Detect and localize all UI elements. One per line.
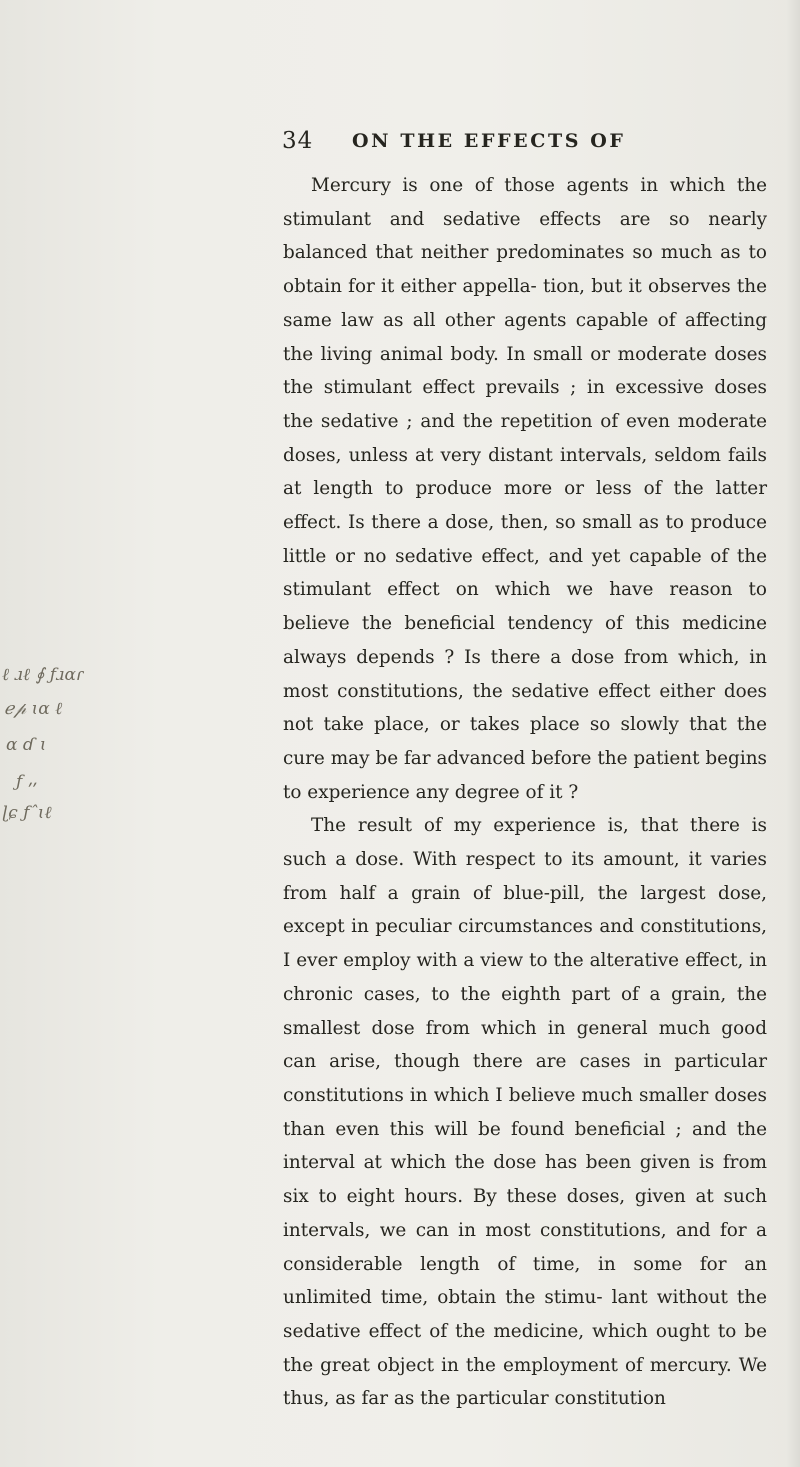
marginalia-scribble: ƒ ⸴⸴ (16, 772, 37, 792)
body-text (283, 169, 767, 1416)
running-head: ON THE EFFECTS OF (352, 130, 626, 152)
page-header (0, 128, 800, 158)
page-number: 34 (282, 128, 314, 154)
paragraph: The result of my experience is, that there is such a dose. With respect to its amount, it varies from half a grain of blue-pill, the largest dose, except in peculiar circumstances and constitutions, I ever employ with a view to the alterative effect, in chronic cases, to the eighth part of a grain, the smallest dose from which in general much good can arise, though there are cases in particular constitutions in which I believe much smaller doses than even this will be found beneficial ; and the interval at which the dose has been given is from six to eight hours. By these doses, given at such intervals, we can in most constitutions, and for a considerable length of time, in some for an unlimited time, obtain the stimu- lant without the sedative effect of the medicine, which ought to be the great object in the employment of mercury. We thus, as far as the particular constitution (283, 815, 767, 1410)
marginalia-scribble: ɭɕ ƒˆɩℓ (2, 803, 52, 823)
marginalia-scribble: ℯ𝓅 ɩɑ ℓ (4, 699, 63, 719)
binding-shadow (786, 0, 800, 1467)
handwritten-marginalia (0, 665, 120, 845)
marginalia-scribble: ℓ ɹℓ ∮ ƒɹɑɾ (2, 665, 84, 685)
marginalia-scribble: ɑ ɗ ɩ (6, 735, 47, 755)
paragraph: Mercury is one of those agents in which the stimulant and sedative effects are so nearly balanced that neither predominates so much as to obtain for it either appella- tion, but it observes the same law as all other agents capable of affecting the living animal body. In small or moderate doses the stimulant effect prevails ; in excessive doses the sedative ; and the repetition of even moderate doses, unless at very distant intervals, seldom fails at length to produce more or less of the latter effect. Is there a dose, then, so small as to produce little or no sedative effect, and yet capable of the stimulant effect on which we have reason to believe the beneficial tendency of this medicine always depends ? Is there a dose from which, in most constitutions, the sedative effect either does not take place, or takes place so slowly that the cure may be far advanced before the patient begins to experience any degree of it ? (283, 175, 767, 803)
